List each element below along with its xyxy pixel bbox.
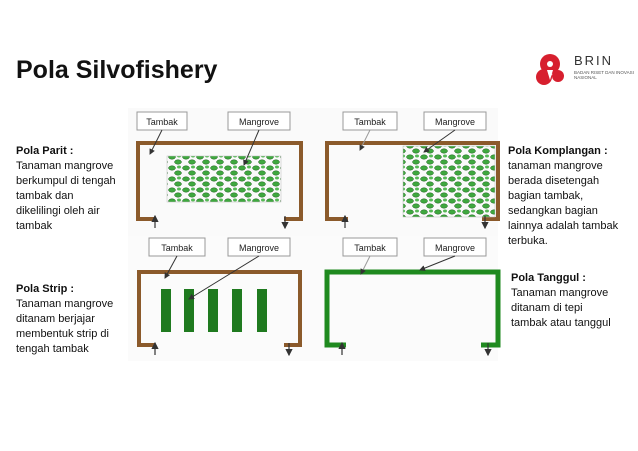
desc-strip-heading: Pola Strip : [16,283,75,295]
desc-parit-heading: Pola Parit : [16,145,74,157]
desc-line: tambak [16,220,53,232]
label-text: Mangrove [238,117,280,127]
desc-line: lainnya adalah tambak [508,220,619,232]
logo-subtitle: BADAN RISET DAN INOVASI NASIONAL [574,70,634,80]
desc-line: Tanaman mangrove [16,160,114,172]
label-text: Mangrove [238,243,280,253]
mangrove-strip [257,289,267,332]
label-tambak [343,112,397,130]
label-mangrove [228,112,290,130]
desc-line: tambak atau tanggul [511,317,611,329]
desc-line: membentuk strip di [16,328,109,340]
desc-line: dikelilingi oleh air [16,205,100,217]
label-tambak [343,238,397,256]
page-title: Pola Silvofishery [16,56,218,84]
logo-word: BRIN [574,53,614,68]
desc-komplangan-heading: Pola Komplangan : [508,145,608,157]
desc-line: berkumpul di tengah [16,175,116,187]
desc-line: tengah tambak [16,343,89,355]
label-text: Mangrove [434,117,476,127]
label-mangrove [424,238,486,256]
desc-line: ditanam di tepi [511,302,583,314]
label-tambak [149,238,205,256]
desc-tanggul-heading: Pola Tanggul : [511,272,586,284]
label-text: Tambak [354,243,386,253]
label-text: Tambak [354,117,386,127]
desc-line: berada disetengah [508,175,600,187]
desc-line: Tanaman mangrove [511,287,609,299]
desc-line: Tanaman mangrove [16,298,114,310]
desc-line: bagian tambak, [508,190,584,202]
label-mangrove [228,238,290,256]
desc-line: ditanam berjajar [16,313,95,325]
desc-line: tambak dan [16,190,74,202]
mangrove-strip [184,289,194,332]
mangrove-strip [208,289,218,332]
label-text: Tambak [146,117,178,127]
mangrove-strip [161,289,171,332]
desc-line: terbuka. [508,235,548,247]
label-tambak [137,112,187,130]
desc-line: sedangkan bagian [508,205,598,217]
mangrove-strip [232,289,242,332]
desc-line: tanaman mangrove [508,160,603,172]
label-mangrove [424,112,486,130]
label-text: Mangrove [434,243,476,253]
label-text: Tambak [161,243,193,253]
